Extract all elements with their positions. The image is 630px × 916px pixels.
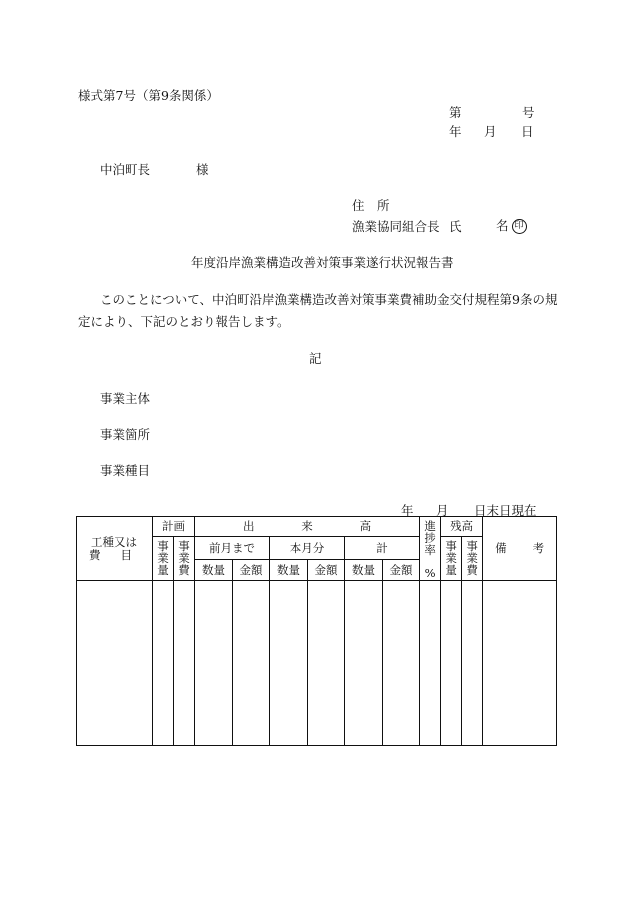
org-label: 漁業協同組合長 [352,219,440,234]
seal-icon: 印 [512,219,527,234]
remarks-char-1: 備 [495,541,507,555]
date-day: 日 [521,124,534,139]
progress-label: 進捗率 [424,519,436,557]
this-quantity-header: 数量 [270,560,308,581]
plan-jigyoryo-label: 事業量 [157,539,169,577]
kind-header [77,517,153,581]
remaining-jigyohi-header [462,537,483,581]
achievement-char-3: 高 [359,519,372,533]
table-cell [441,581,462,746]
prev-quantity-header: 数量 [195,560,233,581]
number-dai: 第 [449,105,462,120]
addressee-sama: 様 [196,162,209,177]
table-cell [383,581,420,746]
table-cell [420,581,441,746]
remaining-jigyoryo-label: 事業量 [445,539,457,577]
total-quantity-header: 数量 [345,560,383,581]
body-paragraph: このことについて、中泊町沿岸漁業構造改善対策事業費補助金交付規程第9条の規定により、下記のとおり報告します。 [78,292,558,329]
remarks-char-2: 考 [532,541,545,555]
achievement-header [195,517,420,537]
table-cell [153,581,174,746]
this-month-header: 本月分 [270,537,345,560]
percent-sign: % [424,566,436,580]
name-mei-label: 名 [496,218,509,233]
table-cell [174,581,195,746]
table-cell [462,581,483,746]
achievement-char-1: 出 [243,519,255,533]
address-label: 住 所 [352,198,390,213]
remaining-header: 残高 [441,517,483,537]
remaining-jigyohi-label: 事業費 [466,539,478,577]
kind-line1: 工種又は [91,534,137,549]
table-body-row [77,581,557,746]
table-cell [345,581,383,746]
form-label: 様式第7号（第9条関係） [78,88,219,103]
total-amount-header: 金額 [383,560,420,581]
kind-moku: 目 [120,547,132,562]
achievement-char-2: 来 [301,519,313,533]
prev-amount-header: 金額 [233,560,270,581]
addressee-name: 中泊町長 [100,162,151,177]
plan-jigyoryo-header [153,537,174,581]
report-table [76,516,557,746]
plan-jigyohi-label: 事業費 [178,539,190,577]
document-title: 年度沿岸漁業構造改善対策事業遂行状況報告書 [191,255,454,270]
name-mei [496,216,527,234]
as-of-month: 月 [436,503,449,518]
table-cell [308,581,345,746]
as-of-suffix: 日末日現在 [474,503,537,518]
progress-header [420,517,441,581]
table-cell [483,581,557,746]
this-amount-header: 金額 [308,560,345,581]
name-shi: 氏 [449,219,462,234]
plan-header: 計画 [153,517,195,537]
number-go: 号 [522,105,535,120]
table-cell [233,581,270,746]
item-jigyo-shumoku: 事業種目 [100,463,151,478]
as-of-year: 年 [401,503,414,518]
item-jigyo-shutai: 事業主体 [100,391,151,406]
plan-jigyohi-header [174,537,195,581]
prev-month-header: 前月まで [195,537,270,560]
table-cell [270,581,308,746]
table-cell [77,581,153,746]
date-year: 年 [449,124,462,139]
remaining-jigyoryo-header [441,537,462,581]
kind-hi: 費 [89,547,101,562]
date-month: 月 [484,124,497,139]
total-header: 計 [345,537,420,560]
item-jigyo-kasho: 事業箇所 [100,427,151,442]
ki-label: 記 [309,351,322,366]
remarks-header [483,517,557,581]
kind-line2 [77,549,152,562]
table-cell [195,581,233,746]
